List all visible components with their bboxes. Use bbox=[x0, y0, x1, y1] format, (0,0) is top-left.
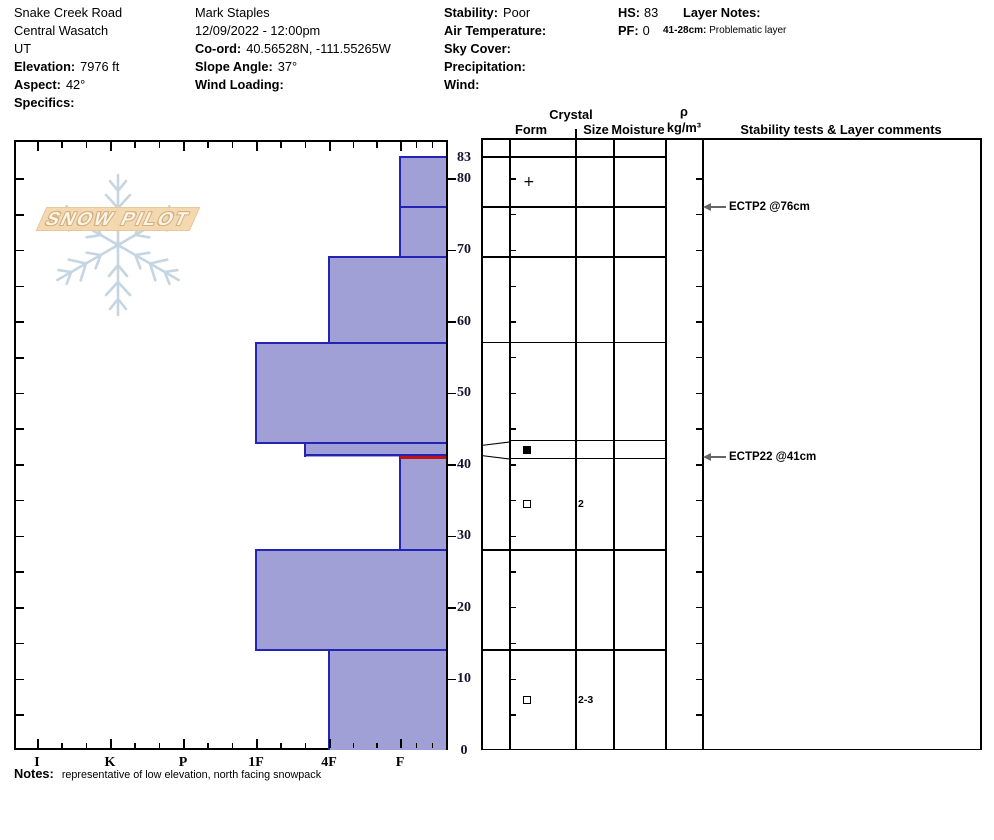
layer-left-edge-line bbox=[328, 649, 330, 750]
depth-tick-label: 80 bbox=[457, 170, 471, 186]
hardness-minor-tick bbox=[159, 142, 160, 148]
coord-value: 40.56528N, -111.55265W bbox=[246, 41, 391, 56]
hardness-major-tick bbox=[400, 739, 402, 748]
hardness-axis-label: 1F bbox=[248, 755, 264, 770]
layer-left-edge-line bbox=[399, 156, 401, 207]
form-column-tick bbox=[511, 679, 517, 680]
layer-row-line bbox=[481, 649, 665, 650]
table-grid-vline bbox=[613, 138, 615, 750]
table-grid-hline bbox=[481, 138, 982, 140]
stability-value: Poor bbox=[503, 5, 531, 20]
hardness-minor-tick bbox=[86, 142, 87, 148]
hardness-axis-label: P bbox=[178, 755, 188, 770]
slope-angle-field bbox=[195, 59, 297, 74]
hardness-minor-tick bbox=[305, 743, 306, 749]
hardness-major-tick bbox=[183, 739, 185, 748]
hardness-axis-label: F bbox=[395, 755, 405, 770]
form-column-tick bbox=[511, 607, 517, 608]
hardness-minor-tick bbox=[376, 743, 377, 749]
crystal-header: Crystal bbox=[549, 107, 593, 122]
hardness-minor-tick bbox=[207, 743, 208, 749]
annotation-arrow-icon bbox=[703, 453, 711, 461]
hardness-minor-tick bbox=[353, 142, 354, 148]
layer-row-line bbox=[509, 458, 665, 459]
depth-tick-label: 40 bbox=[457, 456, 471, 472]
form-column-tick bbox=[511, 500, 517, 501]
layer-boundary-line bbox=[399, 156, 446, 158]
specifics-field bbox=[14, 95, 79, 110]
layer-left-edge-line bbox=[255, 342, 257, 443]
form-column-tick bbox=[511, 393, 517, 394]
site-region: Central Wasatch bbox=[14, 23, 109, 38]
aspect-value: 42° bbox=[65, 77, 86, 92]
depth-tick-label: 50 bbox=[457, 385, 471, 401]
pf-value: 0 bbox=[642, 23, 650, 38]
depth-tick-label: 60 bbox=[457, 313, 471, 329]
hardness-major-tick bbox=[256, 739, 258, 748]
pf-field bbox=[618, 23, 650, 38]
density-column-tick bbox=[696, 536, 702, 537]
coord-label: Co-ord: bbox=[195, 41, 242, 56]
density-column-tick bbox=[696, 714, 702, 715]
layer-note-range: 41-28cm: bbox=[663, 25, 707, 36]
stability-test-text: ECTP2 @76cm bbox=[729, 201, 810, 213]
hardness-major-tick bbox=[329, 142, 331, 151]
hardness-axis-label: K bbox=[104, 755, 116, 770]
depth-tick-label: 30 bbox=[457, 528, 471, 544]
elevation-field bbox=[14, 59, 119, 74]
snow-layer-bar bbox=[400, 207, 446, 257]
depth-tick bbox=[16, 178, 24, 180]
hardness-minor-tick bbox=[134, 142, 135, 148]
grain-size-value: 2-3 bbox=[578, 693, 594, 706]
hardness-minor-tick bbox=[134, 743, 135, 749]
density-column-tick bbox=[696, 607, 702, 608]
layer-row-line bbox=[481, 549, 665, 550]
density-column-tick bbox=[696, 321, 702, 322]
annotation-arrow-shaft bbox=[711, 206, 726, 208]
row-connector-line bbox=[481, 441, 509, 445]
form-column-tick bbox=[511, 571, 517, 572]
table-grid-vline bbox=[665, 138, 667, 750]
density-column-tick bbox=[696, 500, 702, 501]
depth-tick bbox=[16, 250, 24, 252]
depth-tick bbox=[16, 500, 24, 502]
grain-size-value: 2 bbox=[578, 497, 584, 510]
form-column-header: Form bbox=[515, 122, 547, 137]
wind-label: Wind: bbox=[444, 77, 480, 92]
layer-row-line bbox=[481, 342, 665, 343]
depth-tick-label: 10 bbox=[457, 671, 471, 687]
wind-loading-field bbox=[195, 77, 289, 92]
elevation-label: Elevation: bbox=[14, 59, 76, 74]
density-column-tick bbox=[696, 178, 702, 179]
precipitation-label: Precipitation: bbox=[444, 59, 526, 74]
depth-tick-label: 20 bbox=[457, 599, 471, 615]
depth-tick bbox=[16, 643, 24, 645]
hardness-minor-tick bbox=[376, 142, 377, 148]
depth-tick bbox=[16, 357, 24, 359]
pf-label: PF: bbox=[618, 23, 639, 38]
depth-tick bbox=[16, 393, 24, 395]
layer-boundary-line bbox=[255, 549, 446, 551]
density-symbol-header: ρ bbox=[680, 104, 688, 119]
hardness-minor-tick bbox=[207, 142, 208, 148]
site-name: Snake Creek Road bbox=[14, 5, 123, 20]
form-column-tick bbox=[511, 428, 517, 429]
layer-left-edge-line bbox=[399, 456, 401, 550]
depth-tick bbox=[16, 428, 24, 430]
hardness-minor-tick bbox=[280, 743, 281, 749]
stability-field bbox=[444, 5, 530, 20]
density-column-tick bbox=[696, 214, 702, 215]
density-column-tick bbox=[696, 393, 702, 394]
density-column-tick bbox=[696, 286, 702, 287]
sky-cover-label: Sky Cover: bbox=[444, 41, 511, 56]
hardness-major-tick bbox=[37, 142, 39, 151]
depth-tick bbox=[16, 214, 24, 216]
row-connector-line bbox=[481, 455, 509, 459]
notes-row bbox=[14, 766, 321, 781]
layer-boundary-line bbox=[399, 206, 446, 208]
form-column-tick bbox=[511, 536, 517, 537]
layer-left-edge-line bbox=[255, 549, 257, 650]
grain-form-facet-icon bbox=[523, 500, 531, 508]
depth-tick-label: 83 bbox=[457, 149, 471, 165]
observer-name: Mark Staples bbox=[195, 5, 270, 20]
coord-field bbox=[195, 41, 391, 56]
table-grid-vline bbox=[702, 138, 704, 750]
stability-column-header: Stability tests & Layer comments bbox=[740, 122, 942, 137]
snow-layer-bar bbox=[329, 257, 446, 343]
layer-boundary-line bbox=[255, 649, 446, 651]
form-column-tick bbox=[511, 643, 517, 644]
hs-field bbox=[618, 5, 658, 20]
depth-tick bbox=[16, 714, 24, 716]
snow-layer-bar bbox=[400, 457, 446, 550]
snow-layer-bar bbox=[400, 157, 446, 207]
stability-label: Stability: bbox=[444, 5, 499, 20]
depth-tick bbox=[16, 464, 24, 466]
depth-tick bbox=[16, 571, 24, 573]
layer-row-line bbox=[509, 440, 665, 441]
notes-text: representative of low elevation, north facing snowpack bbox=[61, 769, 322, 781]
grain-form-facet-icon bbox=[523, 696, 531, 704]
hardness-minor-tick bbox=[432, 743, 433, 749]
density-column-tick bbox=[696, 571, 702, 572]
form-column-tick bbox=[511, 357, 517, 358]
hardness-minor-tick bbox=[232, 142, 233, 148]
form-column-tick bbox=[511, 464, 517, 465]
hardness-minor-tick bbox=[416, 142, 417, 148]
hardness-major-tick bbox=[183, 142, 185, 151]
hardness-major-tick bbox=[37, 739, 39, 748]
specifics-label: Specifics: bbox=[14, 95, 75, 110]
hardness-axis-label: 4F bbox=[321, 755, 337, 770]
hardness-minor-tick bbox=[159, 743, 160, 749]
wind-loading-label: Wind Loading: bbox=[195, 77, 284, 92]
density-column-tick bbox=[696, 428, 702, 429]
wind-field bbox=[444, 77, 484, 92]
problem-layer-line bbox=[400, 456, 446, 459]
layer-notes-title: Layer Notes: bbox=[683, 5, 761, 20]
hardness-minor-tick bbox=[61, 743, 62, 749]
sky-cover-field bbox=[444, 41, 516, 56]
snow-layer-bar bbox=[256, 343, 446, 443]
hardness-minor-tick bbox=[353, 743, 354, 749]
layer-boundary-line bbox=[255, 442, 446, 444]
annotation-arrow-icon bbox=[703, 203, 711, 211]
notes-label: Notes: bbox=[14, 766, 54, 781]
layer-row-line bbox=[481, 156, 665, 157]
grain-form-plus-icon: + bbox=[523, 174, 535, 190]
depth-tick bbox=[16, 536, 24, 538]
density-unit-header: kg/m³ bbox=[666, 120, 702, 135]
snow-layer-bar bbox=[329, 650, 446, 750]
depth-tick-label: 70 bbox=[457, 242, 471, 258]
depth-tick-label: 0 bbox=[460, 742, 468, 758]
hardness-minor-tick bbox=[416, 743, 417, 749]
form-column-tick bbox=[511, 178, 517, 179]
air-temperature-label: Air Temperature: bbox=[444, 23, 547, 38]
layer-note-item bbox=[663, 25, 786, 37]
density-column-tick bbox=[696, 679, 702, 680]
hardness-major-tick bbox=[329, 739, 331, 748]
table-grid-vline bbox=[980, 138, 982, 750]
hardness-major-tick bbox=[256, 142, 258, 151]
moisture-column-header: Moisture bbox=[611, 122, 665, 137]
hs-value: 83 bbox=[644, 5, 659, 20]
density-column-tick bbox=[696, 357, 702, 358]
form-column-tick bbox=[511, 286, 517, 287]
hardness-axis-label: I bbox=[34, 755, 40, 770]
depth-tick bbox=[16, 679, 24, 681]
annotation-arrow-shaft bbox=[711, 456, 726, 458]
layer-row-line bbox=[481, 256, 665, 257]
form-column-tick bbox=[511, 714, 517, 715]
hardness-minor-tick bbox=[280, 142, 281, 148]
stability-test-text: ECTP22 @41cm bbox=[729, 451, 817, 464]
density-column-tick bbox=[696, 464, 702, 465]
aspect-field bbox=[14, 77, 85, 92]
layer-boundary-line bbox=[255, 342, 446, 344]
layer-left-edge-line bbox=[328, 256, 330, 343]
hardness-minor-tick bbox=[232, 743, 233, 749]
layer-note-text: Problematic layer bbox=[709, 25, 787, 36]
form-column-tick bbox=[511, 250, 517, 251]
slope-angle-label: Slope Angle: bbox=[195, 59, 273, 74]
depth-tick bbox=[16, 607, 24, 609]
form-column-tick bbox=[511, 321, 517, 322]
site-state: UT bbox=[14, 41, 32, 56]
air-temperature-field bbox=[444, 23, 551, 38]
table-grid-hline bbox=[481, 749, 982, 751]
precipitation-field bbox=[444, 59, 531, 74]
stability-test-annotation bbox=[703, 450, 816, 464]
hardness-major-tick bbox=[110, 142, 112, 151]
density-column-tick bbox=[696, 250, 702, 251]
hardness-major-tick bbox=[110, 739, 112, 748]
layer-row-line bbox=[481, 206, 665, 207]
stability-test-annotation bbox=[703, 200, 810, 214]
hardness-minor-tick bbox=[305, 142, 306, 148]
depth-tick bbox=[16, 286, 24, 288]
aspect-label: Aspect: bbox=[14, 77, 61, 92]
size-column-header: Size bbox=[583, 122, 609, 137]
hs-label: HS: bbox=[618, 5, 641, 20]
table-grid-vline bbox=[509, 138, 511, 750]
depth-tick bbox=[16, 321, 24, 323]
hardness-minor-tick bbox=[432, 142, 433, 148]
slope-angle-value: 37° bbox=[277, 59, 298, 74]
density-column-tick bbox=[696, 643, 702, 644]
layer-boundary-line bbox=[328, 256, 446, 258]
grain-form-ice-icon bbox=[523, 446, 531, 454]
elevation-value: 7976 ft bbox=[80, 59, 120, 74]
hardness-minor-tick bbox=[86, 743, 87, 749]
form-column-tick bbox=[511, 214, 517, 215]
snow-layer-bar bbox=[256, 550, 446, 650]
hardness-minor-tick bbox=[61, 142, 62, 148]
layer-left-edge-line bbox=[399, 206, 401, 257]
obs-datetime: 12/09/2022 - 12:00pm bbox=[195, 23, 321, 38]
snowpilot-logo-text: SNOW PILOT bbox=[42, 208, 194, 229]
hardness-major-tick bbox=[400, 142, 402, 151]
